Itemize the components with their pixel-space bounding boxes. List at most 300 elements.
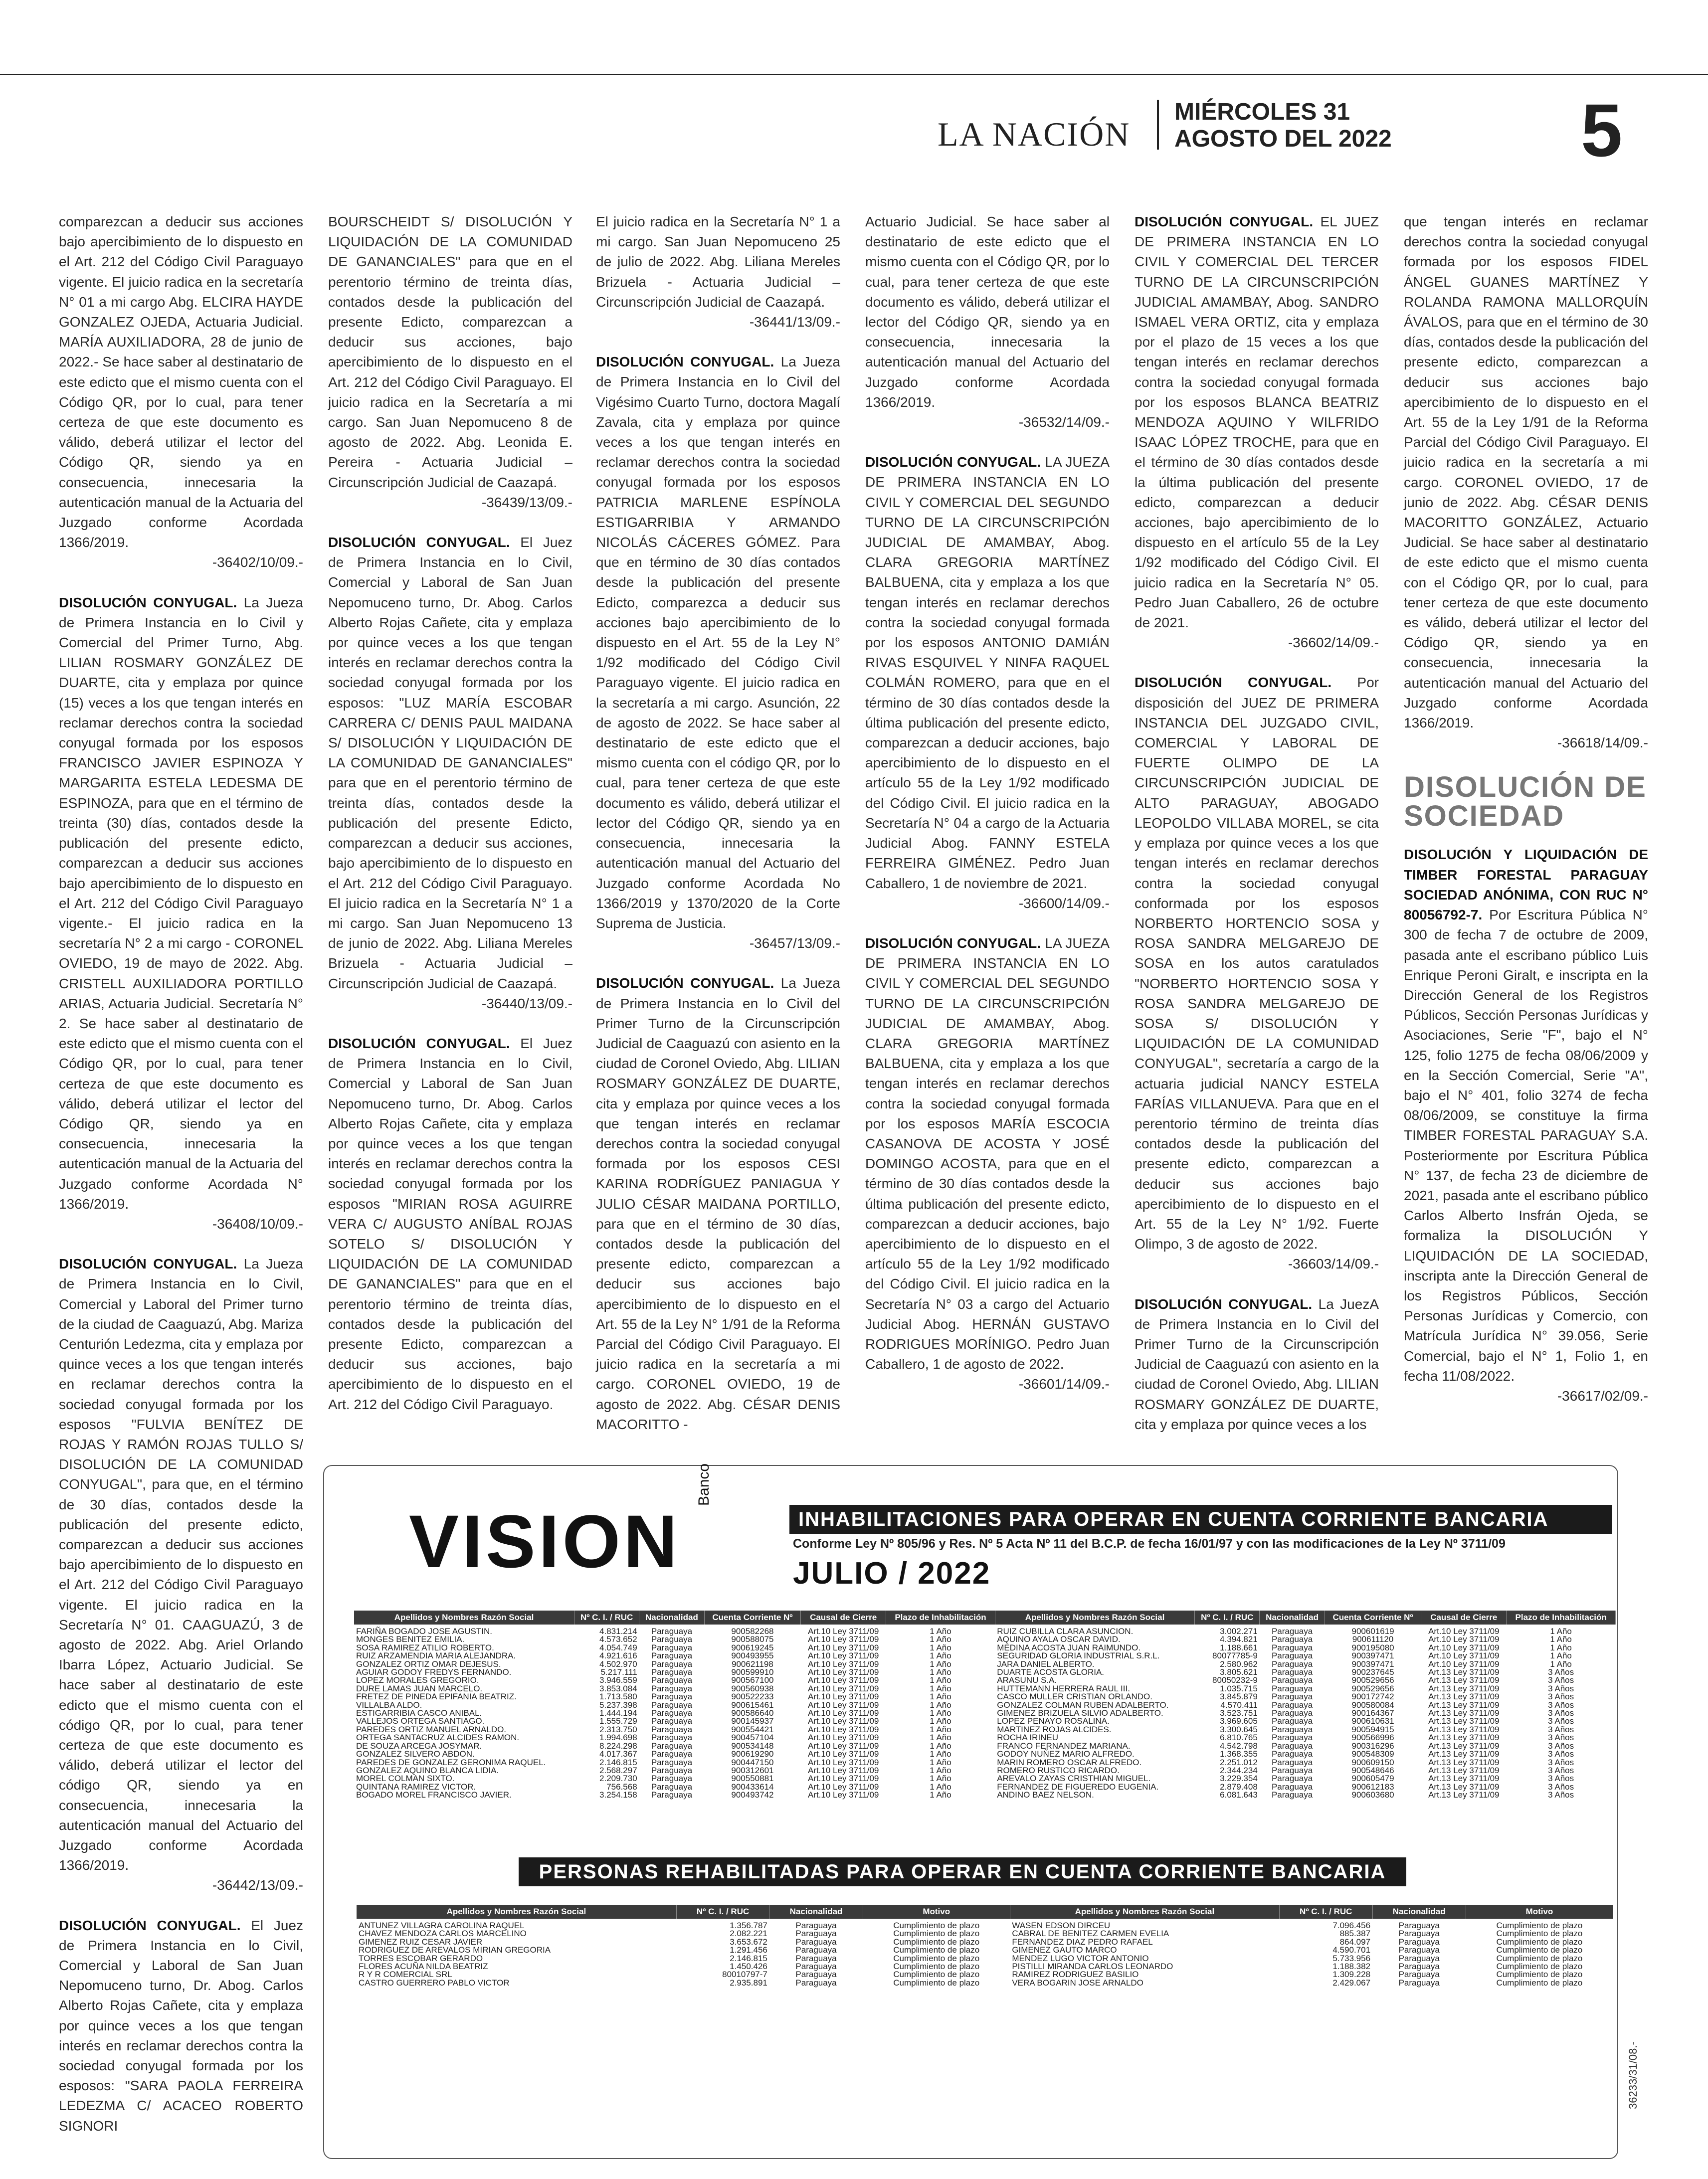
notice-body: LA JUEZA DE PRIMERA INSTANCIA EN LO CIVIL Y COMERCIAL DEL SEGUNDO TURNO DE LA CIRCUNSCRIPCIÓN JUDICIAL DE AMAMBAY, Abog. CLARA GREGORIA MARTÍNEZ BALBUENA, cita y emplaza a los que tengan interés en reclamar derechos contra la sociedad conyugal formada por los esposos ANTONIO DAMIÁN RIVAS ESQUIVEL Y NINFA RAQUEL COLMÁN ROMERO, para que en el término de 30 días contados desde la última publicación del presente edicto, comparezcan a deducir acciones, bajo apercibimiento de lo dispuesto en el artículo 55 de la Ley 1/92 modificado del Código Civil. El juicio radica en la Secretaría N° 04 a cargo de la Actuaria Judicial Abog. FANNY ESTELA FERREIRA GIMÉNEZ. Pedro Juan Caballero, 1 de noviembre de 2021. <box>865 454 1110 891</box>
notice-body: comparezcan a deducir sus acciones bajo apercibimiento de lo dispuesto en el Art. 212 del Código Civil Paraguayo vigente. El juicio radica en la secretaría N° 01 a mi cargo Abg. ELCIRA HAYDE GONZALEZ OJEDA, Actuaria Judicial. MARÍA AUXILIADORA, 28 de junio de 2022.- Se hace saber al destinatario de este edicto que el mismo cuenta con el Código QR, por lo cual, para tener certeza de que este documento es válido, deberá utilizar el lector del Código QR, siendo ya en consecuencia, innecesaria la autenticación manual de la Actuaria del Juzgado conforme Acordada 1366/2019. <box>59 214 303 550</box>
table-cell: 1 Año <box>930 1757 951 1767</box>
table-cell: ARASUNU S.A. <box>997 1675 1057 1685</box>
table-cell: Paraguaya <box>651 1790 693 1800</box>
table-cell: 900594915 <box>1351 1724 1394 1734</box>
column-header: Nacionalidad <box>769 1905 863 1919</box>
table-cell: Paraguaya <box>1271 1659 1313 1669</box>
table-cell: Cumplimiento de plazo <box>1496 1970 1583 1980</box>
table-cell: MARIN ROMERO OSCAR ALFREDO. <box>997 1757 1142 1767</box>
notice-paragraph <box>596 212 840 332</box>
table-cell: 4.573.652 <box>599 1634 637 1644</box>
column-4 <box>865 212 1110 1415</box>
table-cell: 900610631 <box>1351 1716 1394 1726</box>
table-cell: Paraguaya <box>795 1953 837 1963</box>
table-cell: Cumplimiento de plazo <box>893 1945 980 1955</box>
table-cell: Paraguaya <box>651 1700 693 1710</box>
table-cell: VERA BOGARIN JOSE ARNALDO <box>1012 1978 1143 1988</box>
table-cell: 900567100 <box>731 1675 774 1685</box>
table-cell: WASEN EDSON DIRCEU <box>1012 1921 1111 1930</box>
table-cell: Cumplimiento de plazo <box>893 1978 980 1988</box>
table-cell: 1 Año <box>930 1651 951 1661</box>
table-cell: Paraguaya <box>1398 1978 1440 1988</box>
table-cell: 900603680 <box>1351 1790 1394 1800</box>
table-row <box>354 1685 1616 1693</box>
table-cell: Art.10 Ley 3711/09 <box>807 1700 879 1710</box>
table-cell: Paraguaya <box>1271 1627 1313 1636</box>
table-cell: Paraguaya <box>1398 1921 1440 1930</box>
table-cell: 900534148 <box>731 1741 774 1751</box>
table-cell: 1 Año <box>930 1716 951 1726</box>
table-cell: 900493955 <box>731 1651 774 1661</box>
notice-reference: -36402/10/09.- <box>212 554 303 570</box>
table-cell: Paraguaya <box>1271 1749 1313 1759</box>
table-cell: 3.805.621 <box>1220 1667 1258 1677</box>
table-cell: 1 Año <box>930 1659 951 1669</box>
column-header: Causal de Cierre <box>801 1611 886 1625</box>
table-cell: 1.713.580 <box>599 1692 637 1702</box>
table-cell: Cumplimiento de plazo <box>893 1962 980 1972</box>
table-cell: RODRIGUEZ DE AREVALOS MIRIAN GREGORIA <box>359 1945 551 1955</box>
table-cell: 1 Año <box>930 1675 951 1685</box>
table-cell: Art.10 Ley 3711/09 <box>807 1627 879 1636</box>
table-cell: Art.10 Ley 3711/09 <box>1428 1627 1500 1636</box>
table-cell: 2.429.067 <box>1332 1978 1371 1988</box>
table-cell: AQUINO AYALA OSCAR DAVID. <box>997 1634 1121 1644</box>
table-cell: GONZALEZ COLMAN RUBEN ADALBERTO. <box>997 1700 1169 1710</box>
notice-paragraph <box>328 533 572 1014</box>
notice-body: La Jueza de Primera Instancia en lo Civil del Vigésimo Cuarto Turno, doctora Magalí Zavala, cita y emplaza por quince veces a los que tengan interés en reclamar derechos contra la sociedad conyugal formada por los esposos PATRICIA MARLENE ESPÍNOLA ESTIGARRIBIA Y ARMANDO NICOLÁS CÁCERES GÓMEZ. Para que en término de 30 días contados desde la publicación del presente Edicto, comparezca a deducir sus acciones bajo apercibimiento de lo dispuesto en el Art. 55 de la Ley N° 1/92 modificado del Código Civil Paraguayo vigente. El juicio radica en la secretaría a mi cargo. Asunción, 22 de agosto de 2022. Se hace saber al destinatario de este edicto que el mismo cuenta con el código QR, por lo cual, para tener certeza de que este documento es válido, deberá utilizar el lector del Código QR, siendo ya en consecuencia, innecesaria la autenticación manual del Actuario del Juzgado conforme Acordada No 1366/2019 y 1370/2020 de la Corte Suprema de Justicia. <box>596 354 840 931</box>
table-cell: LOPEZ PENAYO ROSALINA. <box>997 1716 1110 1726</box>
notice-heading: DISOLUCIÓN Y LIQUIDACIÓN DE TIMBER FORESTAL PARAGUAY SOCIEDAD ANÓNIMA, CON RUC N° 80056792-7. <box>1404 847 1648 923</box>
table-cell: Paraguaya <box>651 1774 693 1784</box>
date-line-2: AGOSTO DEL 2022 <box>1174 126 1392 152</box>
table-cell: Paraguaya <box>1271 1716 1313 1726</box>
table-cell: Art.13 Ley 3711/09 <box>1428 1724 1500 1734</box>
table-cell: 3 Años <box>1548 1724 1574 1734</box>
table-cell: BOGADO MOREL FRANCISCO JAVIER. <box>356 1790 512 1800</box>
table-cell: 2.209.730 <box>599 1774 637 1784</box>
table-cell: Paraguaya <box>1398 1929 1440 1939</box>
table-cell: Art.13 Ley 3711/09 <box>1428 1733 1500 1743</box>
table-cell: 3 Años <box>1548 1716 1574 1726</box>
table-row <box>354 1709 1616 1717</box>
notice-paragraph <box>596 973 840 1435</box>
table-cell: 1.188.382 <box>1332 1962 1371 1972</box>
column-6 <box>1404 212 1648 1426</box>
table-cell: Paraguaya <box>651 1749 693 1759</box>
table-cell: RAMIREZ RODRIGUEZ BASILIO <box>1012 1970 1139 1980</box>
vision-logo: VISION <box>409 1499 681 1583</box>
section-heading: DISOLUCIÓN DE SOCIEDAD <box>1404 771 1647 833</box>
table-cell: Paraguaya <box>1271 1765 1313 1775</box>
table-cell: Paraguaya <box>1271 1708 1313 1718</box>
notice-body: El Juez de Primera Instancia en lo Civil, Comercial y Laboral de San Juan Nepomuceno turno, Dr. Abog. Carlos Alberto Rojas Cañete, cita y emplaza por quince veces a los que tengan interés en reclamar derechos contra la sociedad conyugal formada por los esposos: "SARA PAOLA FERREIRA LEDEZMA C/ ACACEO ROBERTO SIGNORI <box>59 1917 304 2134</box>
table-cell: 4.831.214 <box>599 1627 637 1636</box>
table-cell: MONGES BENITEZ EMILIA. <box>356 1634 465 1644</box>
table-cell: Paraguaya <box>651 1675 693 1685</box>
notice-paragraph <box>59 1916 303 2136</box>
table-cell: 900237645 <box>1351 1667 1394 1677</box>
table-row <box>354 1767 1616 1775</box>
table-cell: 900548309 <box>1351 1749 1394 1759</box>
table-cell: 4.394.821 <box>1220 1634 1258 1644</box>
table-cell: 900522233 <box>731 1692 774 1702</box>
table-cell: 5.733.956 <box>1332 1953 1371 1963</box>
table-cell: 900599910 <box>731 1667 774 1677</box>
table-cell: 7.096.456 <box>1332 1921 1371 1930</box>
table-cell: ANTUNEZ VILLAGRA CAROLINA RAQUEL <box>359 1921 525 1930</box>
table-cell: Paraguaya <box>651 1627 693 1636</box>
table-cell: DUARTE ACOSTA GLORIA. <box>997 1667 1105 1677</box>
table-cell: Paraguaya <box>795 1970 837 1980</box>
column-header: Cuenta Corriente Nº <box>1325 1611 1421 1625</box>
notice-heading: DISOLUCIÓN CONYUGAL. <box>328 535 510 550</box>
rehabilitadas-table <box>357 1905 1613 1987</box>
table-cell: 3 Años <box>1548 1708 1574 1718</box>
notice-body: El juicio radica en la Secretaría N° 1 a mi cargo. San Juan Nepomuceno 25 de julio de 2022. Abg. Liliana Mereles Brizuela - Actuaria Judicial – Circunscripción Judicial de Caazapá. <box>596 214 840 310</box>
table-cell: ROCHA IRINEU <box>997 1733 1059 1743</box>
column-header: Apellidos y Nombres Razón Social <box>357 1905 676 1919</box>
notice-paragraph <box>59 1254 303 1896</box>
table-cell: 900172742 <box>1351 1692 1394 1702</box>
table-cell: Art.10 Ley 3711/09 <box>807 1667 879 1677</box>
table-row <box>354 1734 1616 1742</box>
table-cell: 3 Años <box>1548 1683 1574 1693</box>
inhabilitaciones-table <box>354 1611 1616 1800</box>
table-cell: 2.251.012 <box>1220 1757 1258 1767</box>
table-cell: 900529656 <box>1351 1683 1394 1693</box>
table-cell: Cumplimiento de plazo <box>1496 1929 1583 1939</box>
table-cell: ROMERO RUSTICO RICARDO. <box>997 1765 1120 1775</box>
table-cell: 1 Año <box>1550 1659 1572 1669</box>
notice-body: La Jueza de Primera Instancia en lo Civil del Primer Turno de la Circunscripción Judicial de Caaguazú con asiento en la ciudad de Coronel Oviedo, Abg. LILIAN ROSMARY GONZÁLEZ DE DUARTE, cita y emplaza por quince veces a los que tengan interés en reclamar derechos contra la sociedad conyugal formada por los esposos CESI KARINA RODRÍGUEZ PANIAGUA Y JULIO CÉSAR MAIDANA PORTILLO, para que en el término de 30 días, contados desde la publicación del presente edicto, comparezcan a deducir sus acciones bajo apercibimiento de lo dispuesto en el Art. 55 de la Ley N° 1/91 de la Reforma Parcial del Código Civil Paraguayo. El juicio radica en la secretaría a mi cargo. CORONEL OVIEDO, 19 de agosto de 2022. Abg. CÉSAR DENIS MACORITTO - <box>596 975 840 1432</box>
table-cell: Paraguaya <box>1271 1700 1313 1710</box>
table-cell: Paraguaya <box>651 1634 693 1644</box>
table-cell: 2.146.815 <box>599 1757 637 1767</box>
table-cell: VALLEJOS ORTEGA SANTIAGO. <box>356 1716 485 1726</box>
table-cell: FARIÑA BOGADO JOSE AGUSTIN. <box>356 1627 493 1636</box>
table-cell: Art.13 Ley 3711/09 <box>1428 1765 1500 1775</box>
table-cell: Paraguaya <box>1271 1667 1313 1677</box>
masthead-date <box>1174 99 1392 153</box>
table-cell: 1.188.661 <box>1220 1642 1258 1652</box>
table-cell: R Y R COMERCIAL SRL <box>359 1970 452 1980</box>
table-cell: 1 Año <box>1550 1627 1572 1636</box>
table-cell: 900566996 <box>1351 1733 1394 1743</box>
notice-reference: -36602/14/09.- <box>1288 635 1379 651</box>
table-cell: 900609150 <box>1351 1757 1394 1767</box>
table-cell: Art.13 Ley 3711/09 <box>1428 1716 1500 1726</box>
column-header: Nacionalidad <box>1260 1611 1325 1625</box>
notice-reference: -36603/14/09.- <box>1288 1256 1379 1272</box>
notice-heading: DISOLUCIÓN CONYUGAL. <box>59 1256 237 1272</box>
table-cell: FRANCO FERNANDEZ MARIANA. <box>997 1741 1131 1751</box>
table-cell: 1.555.729 <box>599 1716 637 1726</box>
table-cell: 3 Años <box>1548 1692 1574 1702</box>
table-cell: 3 Años <box>1548 1733 1574 1743</box>
table-cell: Paraguaya <box>1271 1675 1313 1685</box>
table-cell: 80010797-7 <box>722 1970 767 1980</box>
table-cell: 1 Año <box>1550 1642 1572 1652</box>
notice-body: Actuario Judicial. Se hace saber al destinatario de este edicto que el mismo cuenta con el Código QR, por lo cual, para tener certeza de que este documento es válido, deberá utilizar el lector del Código QR, siendo ya en consecuencia, innecesaria la autenticación manual del Actuario del Juzgado conforme Acordada 1366/2019. <box>865 214 1110 410</box>
table-cell: 864.097 <box>1339 1937 1371 1947</box>
table-row <box>354 1742 1616 1750</box>
table-cell: Cumplimiento de plazo <box>1496 1953 1583 1963</box>
table-cell: Art.10 Ley 3711/09 <box>807 1651 879 1661</box>
table-cell: DE SOUZA ARCEGA JOSYMAR. <box>356 1741 482 1751</box>
table-cell: Art.10 Ley 3711/09 <box>807 1724 879 1734</box>
notice-paragraph <box>59 212 303 573</box>
notice-reference: -36440/13/09.- <box>481 995 572 1011</box>
period-label: JULIO / 2022 <box>793 1556 991 1591</box>
table-cell: 3 Años <box>1548 1782 1574 1792</box>
notice-body: La JuezA de Primera Instancia en lo Civil del Primer Turno de la Circunscripción Judicial de Caaguazú con asiento en la ciudad de Coronel Oviedo, Abg. LILIAN ROSMARY GONZÁLEZ DE DUARTE, cita y emplaza por quince veces a los <box>1135 1296 1379 1432</box>
table-cell: Paraguaya <box>1398 1962 1440 1972</box>
notice-reference: -36617/02/09.- <box>1557 1388 1648 1404</box>
notice-heading: DISOLUCIÓN CONYUGAL. <box>865 935 1041 951</box>
table-cell: RUIZ ARZAMENDIA MARIA ALEJANDRA. <box>356 1651 516 1661</box>
table-cell: 900493742 <box>731 1790 774 1800</box>
table-cell: 3 Años <box>1548 1765 1574 1775</box>
notice-paragraph <box>328 1034 572 1415</box>
column-header: Nº C. I. / RUC <box>1195 1611 1260 1625</box>
table-cell: 900615461 <box>731 1700 774 1710</box>
table-cell: Cumplimiento de plazo <box>893 1929 980 1939</box>
column-header: Plazo de Inhabilitación <box>886 1611 995 1625</box>
table-cell: 1.309.228 <box>1332 1970 1371 1980</box>
table-cell: Art.10 Ley 3711/09 <box>807 1782 879 1792</box>
table-cell: CHAVEZ MENDOZA CARLOS MARCELINO <box>359 1929 527 1939</box>
table-cell: 1.368.355 <box>1220 1749 1258 1759</box>
table-cell: Art.10 Ley 3711/09 <box>807 1774 879 1784</box>
table-cell: Paraguaya <box>1271 1741 1313 1751</box>
table-cell: Paraguaya <box>1271 1782 1313 1792</box>
table-cell: Art.13 Ley 3711/09 <box>1428 1675 1500 1685</box>
table-cell: MARTINEZ ROJAS ALCIDES. <box>997 1724 1112 1734</box>
table-cell: Art.10 Ley 3711/09 <box>807 1757 879 1767</box>
table-cell: Paraguaya <box>651 1659 693 1669</box>
notice-paragraph <box>1135 212 1379 653</box>
table-cell: 3 Años <box>1548 1749 1574 1759</box>
notice-reference: -36532/14/09.- <box>1018 414 1110 430</box>
table-cell: MENDEZ LUGO VICTOR ANTONIO <box>1012 1953 1149 1963</box>
table-row <box>354 1693 1616 1701</box>
table-cell: Art.10 Ley 3711/09 <box>807 1765 879 1775</box>
table-cell: PAREDES ORTIZ MANUEL ARNALDO. <box>356 1724 507 1734</box>
column-header: Cuenta Corriente Nº <box>704 1611 800 1625</box>
notice-body: La Jueza de Primera Instancia en lo Civil, Comercial y Laboral del Primer turno de la ciudad de Caaguazú, Abg. Mariza Centurión Ledezma, cita y emplaza por quince veces a los que tengan interés en reclamar derechos contra la sociedad conyugal formada por los esposos "FULVIA BENÍTEZ DE ROJAS Y RAMÓN ROJAS TULLO S/ DISOLUCIÓN DE LA COMUNIDAD CONYUGAL", para que, en el término de 30 días, contados desde la publicación del presente edicto, comparezcan a deducir sus acciones bajo apercibimiento de lo dispuesto en el Art. 212 del Código Civil Paraguayo vigente. El juicio radica en la Secretaría N° 01. CAAGUAZÚ, 3 de agosto de 2022. Abg. Ariel Orlando Ibarra López, Actuario Judicial. Se hace saber al destinatario de este edicto que el mismo cuenta con el código QR, por lo cual, para tener certeza de que este documento es válido, deberá utilizar el lector del código QR, siendo ya en consecuencia, innecesaria la autenticación manual del Actuario del Juzgado conforme Acordada 1366/2019. <box>59 1256 303 1873</box>
table-cell: MOREL COLMAN SIXTO. <box>356 1774 455 1784</box>
table-cell: Paraguaya <box>651 1708 693 1718</box>
table-cell: 4.502.970 <box>599 1659 637 1669</box>
table-cell: 1 Año <box>930 1741 951 1751</box>
notice-body: LA JUEZA DE PRIMERA INSTANCIA EN LO CIVIL Y COMERCIAL DEL SEGUNDO TURNO DE LA CIRCUNSCRIPCIÓN JUDICIAL DE AMAMBAY, Abog. CLARA GREGORIA MARTÍNEZ BALBUENA, cita y emplaza a los que tengan interés en reclamar derechos contra la sociedad conyugal formada por los esposos MARÍA ESCOCIA CASANOVA DE ACOSTA Y JOSÉ DOMINGO ACOSTA, para que en el término de 30 días contados desde la última publicación del presente edicto, comparezcan a deducir acciones, bajo apercibimiento de lo dispuesto en el artículo 55 de la Ley 1/92 modificado del Código Civil. El juicio radica en la Secretaría N° 03 a cargo del Actuario Judicial Abog. HERNÁN GUSTAVO RODRIGUES MORÍNIGO. Pedro Juan Caballero, 1 de agosto de 2022. <box>865 935 1110 1372</box>
table-cell: 900145937 <box>731 1716 774 1726</box>
table-cell: Art.13 Ley 3711/09 <box>1428 1700 1500 1710</box>
table-cell: 3.523.751 <box>1220 1708 1258 1718</box>
table-cell: Paraguaya <box>795 1937 837 1947</box>
table-cell: Art.13 Ley 3711/09 <box>1428 1692 1500 1702</box>
table-cell: 900316296 <box>1351 1741 1394 1751</box>
table-row <box>354 1676 1616 1684</box>
column-header: Motivo <box>1466 1905 1613 1919</box>
top-rule <box>0 74 1708 75</box>
table-cell: 1 Año <box>930 1683 951 1693</box>
column-header: Plazo de Inhabilitación <box>1507 1611 1616 1625</box>
table-cell: 900621198 <box>732 1659 773 1669</box>
table-cell: Cumplimiento de plazo <box>893 1921 980 1930</box>
table-cell: Paraguaya <box>1271 1790 1313 1800</box>
table-cell: Paraguaya <box>1398 1945 1440 1955</box>
table-cell: 1.356.787 <box>730 1921 767 1930</box>
date-line-1: MIÉRCOLES 31 <box>1174 99 1350 125</box>
table-cell: Paraguaya <box>1271 1733 1313 1743</box>
notice-heading: DISOLUCIÓN CONYUGAL. <box>596 354 774 370</box>
notice-body: El Juez de Primera Instancia en lo Civil, Comercial y Laboral de San Juan Nepomuceno turno, Dr. Abog. Carlos Alberto Rojas Cañete, cita y emplaza por quince veces a los que tengan interés en reclamar derechos contra la sociedad conyugal formada por los esposos "MIRIAN ROSA AGUIRRE VERA C/ AUGUSTO ANÍBAL ROJAS SOTELO S/ DISOLUCIÓN Y LIQUIDACIÓN DE LA COMUNIDAD DE GANANCIALES" para que en el perentorio término de treinta días, contados desde la publicación del presente Edicto, comparezcan a deducir sus acciones, bajo apercibimiento de lo dispuesto en el Art. 212 del Código Civil Paraguayo. <box>328 1035 573 1412</box>
column-header: Motivo <box>863 1905 1010 1919</box>
notice-reference: -36408/10/09.- <box>212 1216 303 1232</box>
table-cell: 1 Año <box>1550 1634 1572 1644</box>
table-cell: Paraguaya <box>795 1929 837 1939</box>
table-row <box>354 1652 1616 1660</box>
notice-paragraph <box>1404 212 1648 753</box>
notice-paragraph <box>328 212 572 513</box>
table-cell: GIMENEZ GAUTO MARCO <box>1012 1945 1117 1955</box>
table-cell: Paraguaya <box>795 1978 837 1988</box>
table-row <box>354 1717 1616 1725</box>
table-cell: Cumplimiento de plazo <box>1496 1921 1583 1930</box>
table-cell: 1 Año <box>930 1782 951 1792</box>
notice-paragraph <box>1404 845 1648 1406</box>
notice-body: Por disposición del JUEZ DE PRIMERA INSTANCIA DEL JUZGADO CIVIL, COMERCIAL Y LABORAL DE FUERTE OLIMPO DE LA CIRCUNSCRIPCIÓN JUDICIAL DE ALTO PARAGUAY, ABOGADO LEOPOLDO VILLABA MOREL, se cita y emplaza por quince veces a los que tengan interés en reclamar derechos contra la sociedad conyugal conformada por los esposos NORBERTO HORTENCIO SOSA y ROSA SANDRA MELGAREJO DE SOSA en los autos caratulados "NORBERTO HORTENCIO SOSA Y ROSA SANDRA MELGAREJO DE SOSA S/ DISOLUCIÓN Y LIQUIDACIÓN DE LA COMUNIDAD CONYUGAL", secretaría a cargo de la actuaria judicial NANCY ESTELA FARÍAS VILLANUEVA. Para que en el perentorio término de treinta días contados desde la publicación del presente edicto, comparezcan a deducir sus acciones bajo apercibimiento de lo dispuesto en el Art. 55 de la Ley N° 1/92. Fuerte Olimpo, 3 de agosto de 2022. <box>1135 675 1379 1252</box>
table-cell: Paraguaya <box>795 1945 837 1955</box>
table-cell: QUINTANA RAMIREZ VICTOR. <box>356 1782 476 1792</box>
table-cell: 3.853.084 <box>599 1683 637 1693</box>
notice-reference: -36618/14/09.- <box>1557 735 1648 751</box>
table-cell: GONZALEZ AQUINO BLANCA LIDIA. <box>356 1765 499 1775</box>
table-cell: Art.13 Ley 3711/09 <box>1428 1782 1500 1792</box>
table-row <box>354 1775 1616 1783</box>
column-header: Nº C. I. / RUC <box>574 1611 639 1625</box>
table-cell: Art.10 Ley 3711/09 <box>807 1634 879 1644</box>
table-cell: Paraguaya <box>1398 1953 1440 1963</box>
table-cell: Art.10 Ley 3711/09 <box>807 1683 879 1693</box>
notice-body: EL JUEZ DE PRIMERA INSTANCIA EN LO CIVIL Y COMERCIAL DEL TERCER TURNO DE LA CIRCUNSCRIPCIÓN JUDICIAL AMAMBAY, Abog. SANDRO ISMAEL VERA ORTIZ, cita y emplaza por el plazo de 15 veces a los que tengan interés en reclamar derechos contra la sociedad conyugal formada por los esposos BLANCA BEATRIZ MENDOZA AQUINO Y WILFRIDO ISAAC LÓPEZ TROCHE, para que en el término de 30 días contados desde la última publicación del presente edicto, comparezcan a deducir acciones, bajo apercibimiento de lo dispuesto en el artículo 55 de la Ley 1/92 modificado del Código Civil. El juicio radica en la Secretaría N° 05. Pedro Juan Caballero, 26 de octubre de 2021. <box>1135 214 1379 631</box>
table-cell: GODOY NUÑEZ MARIO ALFREDO. <box>997 1749 1135 1759</box>
table-cell: 900447150 <box>731 1757 774 1767</box>
table-row <box>354 1660 1616 1668</box>
table-cell: Cumplimiento de plazo <box>1496 1945 1583 1955</box>
table-cell: 900548646 <box>1351 1765 1394 1775</box>
notice-body: El Juez de Primera Instancia en lo Civil, Comercial y Laboral de San Juan Nepomuceno turno, Dr. Abog. Carlos Alberto Rojas Cañete, cita y emplaza por quince veces a los que tengan interés en reclamar derechos contra la sociedad conyugal formada por los esposos: "LUZ MARÍA ESCOBAR CARRERA C/ DENIS PAUL MAIDANA S/ DISOLUCIÓN Y LIQUIDACIÓN DE LA COMUNIDAD DE GANANCIALES" para que en el perentorio término de treinta días, contados desde la publicación del presente Edicto, comparezcan a deducir sus acciones, bajo apercibimiento de lo dispuesto en el Art. 212 del Código Civil Paraguayo. El juicio radica en la Secretaría N° 1 a mi cargo. San Juan Nepomuceno 13 de junio de 2022. Abg. Liliana Mereles Brizuela - Actuaria Judicial – Circunscripción Judicial de Caazapá. <box>328 535 573 991</box>
table-cell: ORTEGA SANTACRUZ ALCIDES RAMON. <box>356 1733 520 1743</box>
table-cell: Paraguaya <box>651 1741 693 1751</box>
table-cell: 2.568.297 <box>599 1765 637 1775</box>
table-cell: Art.10 Ley 3711/09 <box>807 1708 879 1718</box>
table-cell: CASTRO GUERRERO PABLO VICTOR <box>359 1978 510 1988</box>
notice-body: La Jueza de Primera Instancia en lo Civil y Comercial del Primer Turno, Abg. LILIAN ROSMARY GONZÁLEZ DE DUARTE, cita y emplaza por quince (15) veces a los que tengan interés en reclamar derechos contra la sociedad conyugal formada por los esposos FRANCISCO JAVIER ESPINOZA Y MARGARITA ESTELA LEDESMA DE ESPINOZA, para que en el término de treinta (30) días, contados desde la publicación del presente edicto, comparezcan a deducir sus acciones bajo apercibimiento de lo dispuesto en el Art. 212 del Código Civil Paraguayo vigente.- El juicio radica en la secretaría N° 2 a mi cargo - CORONEL OVIEDO, 19 de mayo de 2022. Abg. CRISTELL AUXILIADORA PORTILLO ARIAS, Actuaria Judicial. Secretaría N° 2. Se hace saber al destinatario de este edicto que el mismo cuenta con el Código QR, por lo cual, para tener certeza de que este documento es válido, deberá utilizar el lector del Código QR, siendo ya en consecuencia, innecesaria la autenticación manual de la Actuaria del Juzgado conforme Acordada N° 1366/2019. <box>59 594 303 1212</box>
table-cell: MEDINA ACOSTA JUAN RAIMUNDO. <box>997 1642 1141 1652</box>
table-cell: Paraguaya <box>651 1651 693 1661</box>
table-cell: 900457104 <box>731 1733 774 1743</box>
table-cell: Paraguaya <box>651 1765 693 1775</box>
table-cell: 900397471 <box>1351 1659 1394 1669</box>
notice-paragraph <box>1135 1294 1379 1435</box>
table-cell: FRETEZ DE PINEDA EPIFANIA BEATRIZ. <box>356 1692 517 1702</box>
column-header: Causal de Cierre <box>1421 1611 1507 1625</box>
table-cell: 1 Año <box>930 1790 951 1800</box>
table-cell: Paraguaya <box>1398 1970 1440 1980</box>
table-cell: 3.845.879 <box>1220 1692 1258 1702</box>
column-5 <box>1135 212 1379 1454</box>
table-cell: 1.291.456 <box>730 1945 767 1955</box>
table-cell: Paraguaya <box>651 1733 693 1743</box>
table-cell: 1 Año <box>930 1708 951 1718</box>
table-cell: 1 Año <box>930 1765 951 1775</box>
table-cell: Art.10 Ley 3711/09 <box>807 1692 879 1702</box>
table-cell: 2.146.815 <box>730 1953 767 1963</box>
notice-heading: DISOLUCIÓN CONYUGAL. <box>1135 1296 1313 1312</box>
table-cell: Art.13 Ley 3711/09 <box>1428 1790 1500 1800</box>
notice-paragraph <box>865 933 1110 1395</box>
table-cell: Art.13 Ley 3711/09 <box>1428 1757 1500 1767</box>
table-cell: Paraguaya <box>1398 1937 1440 1947</box>
notice-heading: DISOLUCIÓN CONYUGAL. <box>328 1035 510 1051</box>
table-cell: 4.054.749 <box>599 1642 637 1652</box>
page-number: 5 <box>1581 88 1623 172</box>
table-cell: Paraguaya <box>651 1642 693 1652</box>
table-cell: 3 Años <box>1548 1700 1574 1710</box>
table-cell: SEGURIDAD GLORIA INDUSTRIAL S.R.L. <box>997 1651 1160 1661</box>
table-cell: 5.237.398 <box>599 1700 637 1710</box>
column-3 <box>596 212 840 1454</box>
column-header: Apellidos y Nombres Razón Social <box>1010 1905 1279 1919</box>
column-header: Apellidos y Nombres Razón Social <box>354 1611 574 1625</box>
table-cell: 900312601 <box>731 1765 774 1775</box>
table-cell: 5.217.111 <box>600 1667 637 1677</box>
table-cell: 3 Años <box>1548 1675 1574 1685</box>
notice-body: Por Escritura Pública N° 300 de fecha 7 de octubre de 2009, pasada ante el escribano público Luis Enrique Peroni Giralt, e inscripta en la Dirección General de los Registros Públicos, Sección Personas Jurídicas y Asociaciones, Serie "F", bajo el N° 125, folio 1275 de fecha 08/06/2009 y en la Sección Comercial, Serie "A", bajo el N° 401, folio 3274 de fecha 08/06/2009, se constituye la firma TIMBER FORESTAL PARAGUAY S.A. Posteriormente por Escritura Pública N° 137, de fecha 23 de diciembre de 2021, pasada ante el escribano público Carlos Alberto Insfrán Ojeda, se formaliza la DISOLUCIÓN Y LIQUIDACIÓN DE LA SOCIEDAD, inscripta ante la Dirección General de los Registros Públicos, Sección Personas Jurídicas y Comercio, con Matrícula Jurídica N° 39.056, Serie Comercial, bajo el N° 1, Folio 1, en fecha 11/08/2022. <box>1404 907 1648 1384</box>
table-cell: 900619290 <box>731 1749 774 1759</box>
table-cell: Paraguaya <box>651 1683 693 1693</box>
table-cell: 2.879.408 <box>1220 1782 1258 1792</box>
notice-heading: DISOLUCIÓN CONYUGAL. <box>1135 675 1332 691</box>
table-cell: 1 Año <box>930 1642 951 1652</box>
table-cell: CASCO MULLER CRISTIAN ORLANDO. <box>997 1692 1152 1702</box>
table-cell: Cumplimiento de plazo <box>893 1937 980 1947</box>
notice-reference: -36441/13/09.- <box>749 314 840 330</box>
table-cell: JARA DANIEL ALBERTO. <box>997 1659 1095 1669</box>
table-cell: 1 Año <box>930 1724 951 1734</box>
table-row <box>354 1701 1616 1709</box>
table-cell: 3 Años <box>1548 1741 1574 1751</box>
table-cell: Cumplimiento de plazo <box>893 1953 980 1963</box>
notice-heading: DISOLUCIÓN CONYUGAL. <box>865 454 1041 470</box>
table-cell: Paraguaya <box>795 1921 837 1930</box>
table-cell: 3 Años <box>1548 1667 1574 1677</box>
table-cell: 3 Años <box>1548 1774 1574 1784</box>
table-cell: 900550881 <box>731 1774 774 1784</box>
table-cell: 1 Año <box>930 1634 951 1644</box>
table-cell: GIMENEZ RUIZ CESAR JAVIER <box>359 1937 483 1947</box>
table-cell: VILLALBA ALDO. <box>356 1700 422 1710</box>
notice-reference: -36442/13/09.- <box>212 1877 303 1893</box>
rehabilitadas-title: PERSONAS REHABILITADAS PARA OPERAR EN CUENTA CORRIENTE BANCARIA <box>519 1857 1406 1886</box>
column-2 <box>328 212 572 1435</box>
table-cell: 1 Año <box>930 1774 951 1784</box>
table-cell: Art.13 Ley 3711/09 <box>1428 1708 1500 1718</box>
newspaper-name: LA NACIÓN <box>938 115 1131 153</box>
